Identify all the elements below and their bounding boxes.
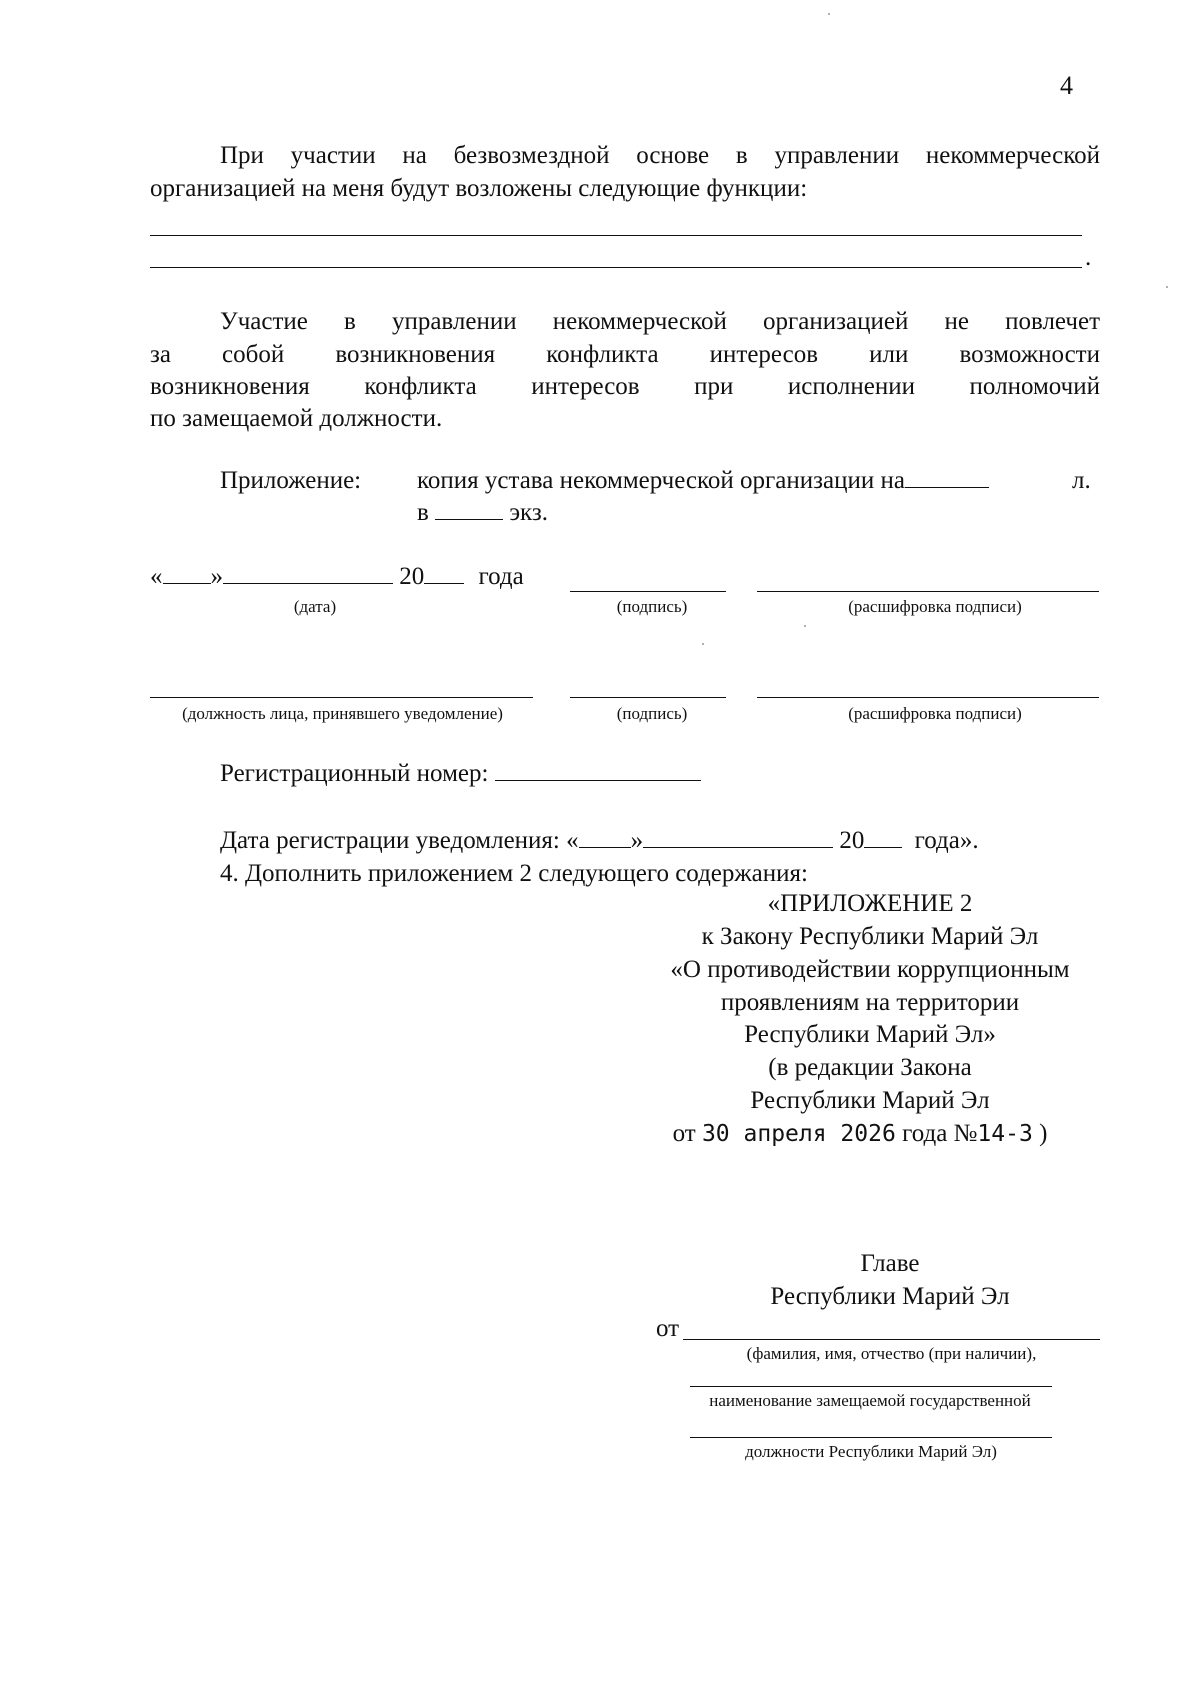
scan-speck	[1166, 286, 1168, 288]
appendix-header-line-4: проявлениям на территории	[720, 989, 1020, 1016]
addressee-from-label: от	[656, 1315, 680, 1342]
conflict-paragraph-line-2: за собой возникновения конфликта интересов или возможности	[150, 341, 1100, 368]
registration-date-month-blank	[643, 825, 833, 848]
registration-number-label: Регистрационный номер:	[220, 760, 489, 787]
caption-position: (должность лица, принявшего уведомление)	[182, 704, 503, 723]
addressee-caption-3: должности Республики Марий Эл)	[745, 1442, 997, 1461]
appendix-date-stamp: 30 апреля 2026	[701, 1121, 896, 1147]
signature-line-1	[570, 591, 726, 592]
date-day-blank	[163, 561, 211, 584]
caption-signature-1: (подпись)	[616, 597, 688, 616]
functions-blank-line-2	[150, 267, 1082, 268]
appendix-header-line-3: «О противодействии коррупционным	[670, 956, 1070, 983]
appendix-header-line-7: Республики Марий Эл	[750, 1087, 990, 1114]
functions-intro-line-1: При участии на безвозмездной основе в управлении некоммерческой	[220, 142, 1100, 169]
attachment-text	[417, 465, 989, 497]
signature-decoding-line-1	[757, 591, 1099, 592]
registration-date-year-prefix: 20	[839, 827, 865, 854]
appendix-header-line-6: (в редакции Закона	[768, 1054, 972, 1081]
attachment-label: Приложение:	[220, 467, 362, 494]
appendix-header-line-8	[620, 1118, 1100, 1150]
registration-date	[220, 825, 979, 857]
registration-date-label: Дата регистрации уведомления:	[220, 827, 560, 854]
signature-decoding-line-2	[757, 697, 1099, 698]
signature-line-2	[570, 697, 726, 698]
appendix-closing-paren: )	[1039, 1120, 1048, 1147]
addressee-caption-2: наименование замещаемой государственной	[709, 1391, 1031, 1410]
scan-speck	[828, 13, 830, 15]
date-year-prefix: 20	[399, 563, 425, 590]
date-open-quote: «	[150, 563, 163, 590]
date-year-blank	[424, 561, 464, 584]
caption-date: (дата)	[293, 597, 337, 616]
addressee-line-1: Главе	[860, 1250, 920, 1277]
conflict-paragraph-line-1: Участие в управлении некоммерческой организацией не повлечет	[220, 308, 1100, 335]
attachment-copies	[417, 497, 548, 529]
date-year-suffix: года	[478, 563, 524, 590]
appendix-header-line-2: к Закону Республики Марий Эл	[701, 923, 1039, 950]
item-4: 4. Дополнить приложением 2 следующего содержания:	[220, 860, 808, 887]
addressee-caption-1: (фамилия, имя, отчество (при наличии),	[746, 1344, 1037, 1363]
registration-date-year-suffix: года».	[914, 827, 979, 854]
registration-date-open-quote: «	[566, 827, 579, 854]
appendix-header-line-1: «ПРИЛОЖЕНИЕ 2	[767, 890, 973, 917]
functions-end-dot: .	[1085, 244, 1092, 271]
attachment-copies-blank	[435, 497, 503, 520]
registration-number	[220, 758, 701, 790]
functions-blank-line-1	[150, 235, 1082, 236]
appendix-date-mid: года №	[902, 1120, 978, 1147]
conflict-paragraph-line-3: возникновения конфликта интересов при исполнении полномочий	[150, 373, 1100, 400]
registration-number-blank	[495, 758, 701, 781]
registration-date-close-quote: »	[630, 827, 644, 854]
caption-signature-2: (подпись)	[616, 704, 688, 723]
registration-date-day-blank	[579, 825, 631, 848]
addressee-line-2: Республики Марий Эл	[770, 1283, 1010, 1310]
attachment-sheets-suffix: л.	[1072, 467, 1091, 494]
date-month-blank	[223, 561, 393, 584]
page-number: 4	[1060, 71, 1073, 100]
position-line	[150, 697, 533, 698]
caption-decoding-1: (расшифровка подписи)	[848, 597, 1022, 616]
appendix-number-stamp: 14-З	[977, 1121, 1033, 1147]
scan-speck	[804, 625, 806, 627]
addressee-position-line-2	[690, 1437, 1052, 1438]
appendix-date-prefix: от	[672, 1120, 696, 1147]
attachment-copies-prefix: в	[417, 499, 429, 526]
attachment-sheets-blank	[905, 465, 989, 488]
conflict-paragraph-line-4: по замещаемой должности.	[150, 405, 443, 432]
attachment-description: копия устава некоммерческой организации на	[417, 467, 905, 494]
appendix-header-line-5: Республики Марий Эл»	[744, 1021, 996, 1048]
date-close-quote: »	[210, 563, 223, 590]
scan-speck	[702, 643, 704, 645]
caption-decoding-2: (расшифровка подписи)	[848, 704, 1022, 723]
registration-date-year-blank	[864, 825, 902, 848]
addressee-position-line-1	[690, 1386, 1052, 1387]
date-field	[150, 561, 524, 593]
addressee-name-line	[683, 1339, 1100, 1340]
attachment-copies-suffix: экз.	[509, 499, 548, 526]
functions-intro-line-2: организацией на меня будут возложены следующие функции:	[150, 175, 808, 202]
